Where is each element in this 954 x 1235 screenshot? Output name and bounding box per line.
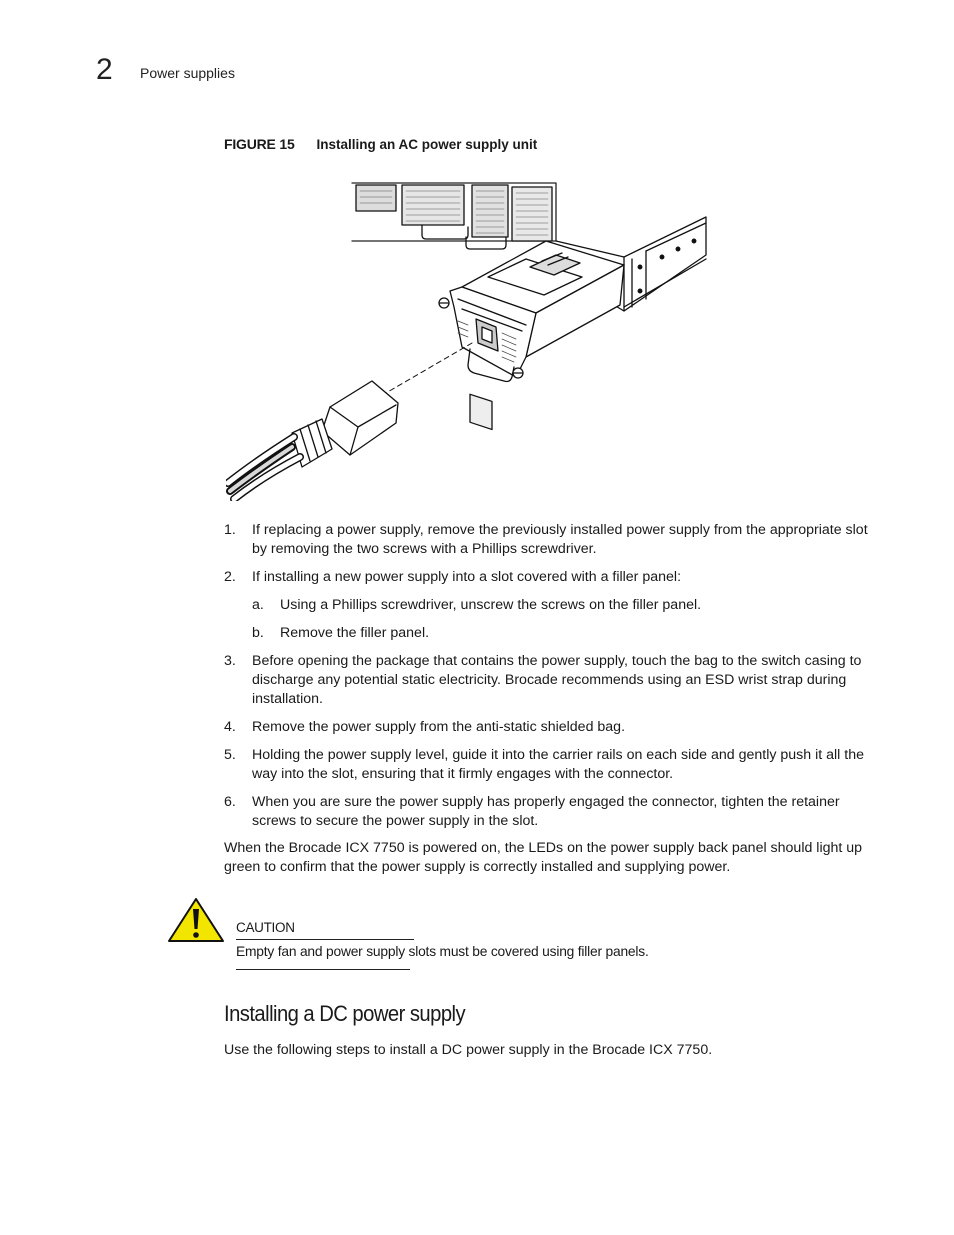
alignment-guide-line: [386, 343, 472, 393]
step-text: When you are sure the power supply has properly engaged the connector, tighten the retainer screws to secure the power supply in the slot.: [252, 794, 840, 829]
substep-list: [252, 596, 874, 643]
caution-divider: [236, 969, 410, 970]
step-text: Holding the power supply level, guide it into the carrier rails on each side and gently push it all the way into the slot, ensuring that it firmly engages with the connector.: [252, 747, 864, 782]
step-text: If replacing a power supply, remove the previously installed power supply from the appropriate slot by removing the two screws with a Phillips screwdriver.: [252, 522, 868, 557]
installation-steps: [224, 521, 874, 840]
step-item: [224, 746, 874, 784]
ac-power-supply-unit: [439, 241, 624, 429]
step-item: [224, 652, 874, 709]
substep-item: [252, 596, 874, 615]
figure-title: Installing an AC power supply unit: [316, 137, 538, 152]
step-text: Before opening the package that contains the power supply, touch the bag to the switch casing to discharge any potential static electricity. Brocade recommends using an ESD wrist strap during installation.: [252, 653, 862, 707]
step-item: [224, 793, 874, 831]
step-text: If installing a new power supply into a slot covered with a filler panel:: [252, 569, 682, 585]
substep-text: Using a Phillips screwdriver, unscrew the screws on the filler panel.: [280, 597, 702, 613]
closing-paragraph: When the Brocade ICX 7750 is powered on, the LEDs on the power supply back panel should light up green to confirm that the power supply is correctly installed and supplying power.: [224, 840, 863, 875]
step-item: [224, 521, 874, 559]
step-text: Remove the power supply from the anti-static shielded bag.: [252, 719, 626, 735]
step-number: 6.: [224, 794, 236, 810]
step-item: [224, 718, 874, 737]
step-number: 1.: [224, 522, 236, 538]
section-intro: Use the following steps to install a DC power supply in the Brocade ICX 7750.: [224, 1042, 713, 1058]
step-number: 4.: [224, 719, 236, 735]
substep-letter: a.: [252, 597, 264, 613]
caution-label: CAUTION: [236, 920, 295, 935]
caution-text: Empty fan and power supply slots must be covered using filler panels.: [236, 944, 649, 959]
running-header: Power supplies: [140, 65, 235, 81]
step-number: 2.: [224, 569, 236, 585]
figure-caption: [224, 136, 537, 152]
step-number: 5.: [224, 747, 236, 763]
substep-item: [252, 624, 874, 643]
chapter-number: 2: [96, 53, 113, 86]
step-item: [224, 568, 874, 643]
warning-triangle-icon: [167, 897, 225, 943]
caution-divider: [236, 939, 414, 940]
substep-text: Remove the filler panel.: [280, 625, 430, 641]
step-number: 3.: [224, 653, 236, 669]
substep-letter: b.: [252, 625, 264, 641]
power-supply-illustration: [226, 181, 708, 501]
figure-label: FIGURE 15: [224, 136, 295, 152]
power-cord-plug: [228, 381, 398, 499]
section-heading: Installing a DC power supply: [224, 1001, 466, 1026]
